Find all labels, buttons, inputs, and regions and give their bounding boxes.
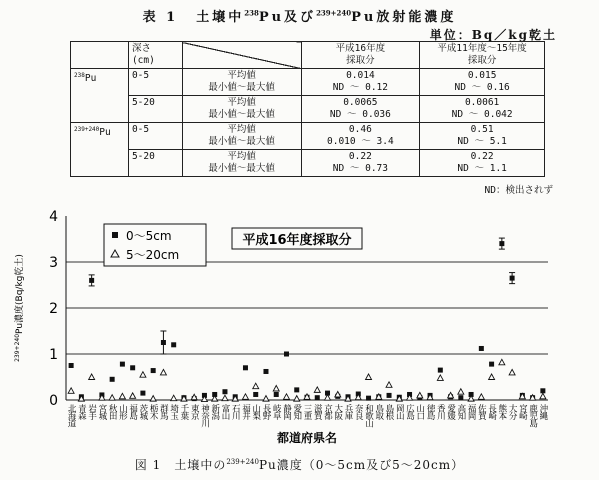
depth-cell: 5-20 [128, 150, 182, 177]
data-point-5-20cm [314, 387, 320, 393]
table-title-superscript: 238 [244, 8, 259, 18]
data-point-5-20cm [119, 393, 125, 399]
nuclide-cell [71, 69, 129, 123]
data-point-0-5cm [489, 362, 494, 367]
x-category-label: 福岡 [466, 404, 477, 419]
h11-value-cell [420, 69, 545, 96]
depth-cell: 0-5 [128, 69, 182, 96]
data-point-5-20cm [458, 389, 464, 395]
data-point-5-20cm [150, 396, 156, 402]
range-label: 最小値～最大値 [208, 163, 275, 174]
x-category-label: 三重 [302, 404, 312, 419]
x-category-label: 長野 [260, 404, 271, 419]
x-category-label: 佐賀 [476, 404, 487, 419]
data-point-0-5cm [69, 363, 74, 368]
data-point-5-20cm [386, 382, 392, 388]
header-blank-cell [71, 42, 129, 69]
x-category-label: 高知 [455, 404, 466, 419]
data-point-5-20cm [366, 374, 372, 380]
data-point-0-5cm [130, 365, 135, 370]
data-point-5-20cm [109, 395, 115, 401]
x-category-label: 神奈川 [199, 404, 210, 427]
h16-value-cell [301, 69, 420, 96]
x-category-label: 福島 [127, 404, 138, 419]
avg-label: 平均値 [227, 124, 256, 135]
table-title-superscript: 239+240 [316, 8, 352, 18]
x-category-label: 鹿児島 [527, 404, 538, 427]
data-point-0-5cm [315, 395, 320, 400]
data-point-5-20cm [283, 394, 289, 400]
table-title-text: 土壌中 [196, 10, 245, 25]
h16-value-cell [301, 150, 420, 177]
x-category-label: 宮崎 [517, 404, 528, 419]
h16-avg: 0.46 [348, 124, 372, 135]
h16-value-cell [301, 123, 420, 150]
chart-title: 平成16年度採取分 [242, 233, 352, 248]
data-point-0-5cm [140, 391, 145, 396]
x-category-label: 山口 [414, 404, 425, 419]
data-point-0-5cm [243, 365, 248, 370]
x-category-label: 埼玉 [168, 404, 179, 419]
y-axis-label [13, 254, 25, 362]
data-point-0-5cm [387, 393, 392, 398]
nuclide-name: Pu [99, 127, 111, 139]
measure-cell [182, 96, 301, 123]
x-category-label: 北海道 [66, 404, 77, 427]
data-point-0-5cm [499, 241, 504, 246]
x-category-label: 奈良 [353, 404, 364, 419]
table-number: 表 1 [142, 10, 179, 25]
y-tick-label: 4 [49, 209, 58, 225]
figure-number: 図 1 [134, 458, 162, 472]
table-row [71, 150, 545, 177]
h11-avg: 0.015 [467, 70, 497, 81]
data-point-0-5cm [253, 392, 258, 397]
data-point-5-20cm [89, 374, 95, 380]
data-point-0-5cm [366, 396, 371, 401]
h11-avg: 0.22 [470, 151, 494, 162]
x-category-label: 和歌山 [363, 404, 374, 427]
data-point-5-20cm [478, 394, 484, 400]
h16-header-line1: 平成16年度 [335, 43, 386, 54]
figure-caption-text: 土壌中の [174, 458, 227, 472]
x-category-label: 大分 [507, 404, 518, 419]
data-point-5-20cm [263, 396, 269, 402]
figure-caption-text: Pu濃度（0～5cm及び5～20cm） [258, 458, 465, 472]
data-point-0-5cm [294, 387, 299, 392]
y-tick-label: 3 [49, 255, 58, 271]
x-category-label: 宮城 [96, 404, 107, 419]
data-point-5-20cm [417, 392, 423, 398]
legend-label: 0～5cm [126, 229, 172, 243]
table-unit: 単位：Bq／kg乾土 [429, 28, 557, 42]
figure-caption [0, 456, 599, 473]
data-point-5-20cm [222, 395, 228, 401]
depth-unit: (cm) [131, 55, 155, 66]
data-point-0-5cm [458, 395, 463, 400]
table-note: ND：検出されず [484, 185, 553, 196]
data-point-5-20cm [437, 375, 443, 381]
x-category-label: 静岡 [281, 404, 292, 419]
data-point-5-20cm [273, 386, 279, 392]
data-point-5-20cm [540, 393, 546, 399]
data-point-0-5cm [263, 369, 268, 374]
x-category-label: 島根 [384, 404, 395, 419]
data-point-0-5cm [171, 342, 176, 347]
header-depth [128, 42, 182, 69]
x-category-label: 群馬 [158, 404, 169, 419]
header-h16 [301, 42, 420, 69]
x-category-label: 栃木 [148, 404, 159, 419]
x-category-label: 山形 [117, 404, 128, 419]
avg-label: 平均値 [227, 97, 256, 108]
data-point-5-20cm [130, 393, 136, 399]
data-point-5-20cm [171, 395, 177, 401]
pu-concentration-chart [0, 200, 599, 456]
nuclide-name: Pu [84, 73, 97, 85]
header-h11 [420, 42, 545, 69]
nuclide-superscript: 238 [74, 72, 85, 79]
data-point-5-20cm [242, 394, 248, 400]
data-point-5-20cm [489, 374, 495, 380]
data-point-0-5cm [120, 362, 125, 367]
x-category-label: 富山 [219, 404, 230, 419]
x-category-label: 徳島 [425, 404, 436, 419]
h11-range: ND ～ 1.1 [457, 163, 507, 174]
measure-cell [182, 69, 301, 96]
nuclide-superscript: 239+240 [74, 126, 100, 133]
y-tick-label: 2 [49, 301, 58, 317]
x-category-label: 新潟 [209, 404, 220, 419]
x-category-label: 鳥取 [373, 404, 384, 419]
h16-range: ND ～ 0.12 [332, 82, 388, 93]
h11-value-cell [420, 96, 545, 123]
x-category-label: 岩手 [86, 404, 97, 419]
h11-value-cell [420, 123, 545, 150]
data-point-0-5cm [479, 346, 484, 351]
figure-caption-superscript: 239+240 [226, 458, 259, 466]
h16-header-line2: 採取分 [346, 55, 375, 66]
measure-cell [182, 123, 301, 150]
avg-label: 平均値 [227, 70, 256, 81]
h16-avg: 0.0065 [343, 97, 378, 108]
x-category-label: 愛知 [291, 404, 302, 419]
table-title-text: Pu放射能濃度 [351, 10, 457, 25]
x-category-label: 兵庫 [343, 404, 354, 419]
x-category-label: 青森 [76, 404, 87, 419]
x-category-label: 東京 [189, 404, 200, 419]
nuclide-cell [71, 123, 129, 177]
h16-avg: 0.22 [348, 151, 372, 162]
data-point-0-5cm [110, 377, 115, 382]
avg-label: 平均値 [227, 151, 256, 162]
h16-range: 0.010 ～ 3.4 [327, 136, 394, 147]
x-category-label: 長崎 [486, 404, 497, 419]
x-category-label: 岡山 [394, 404, 405, 419]
concentration-table [70, 41, 545, 177]
x-category-label: 京都 [322, 404, 333, 419]
x-category-label: 福井 [240, 404, 251, 419]
range-label: 最小値～最大値 [208, 109, 275, 120]
depth-label: 深さ [131, 43, 151, 54]
depth-cell: 0-5 [128, 123, 182, 150]
table-row [71, 69, 545, 96]
table-header-row [71, 42, 545, 69]
data-point-5-20cm [160, 369, 166, 375]
table-row [71, 96, 545, 123]
h11-range: ND ～ 5.1 [457, 136, 507, 147]
y-axis-label-superscript: 239+240 [14, 333, 21, 362]
h16-avg: 0.014 [346, 70, 375, 81]
depth-cell: 5-20 [128, 96, 182, 123]
range-label: 最小値～最大値 [208, 136, 275, 147]
h16-range: ND ～ 0.036 [329, 109, 391, 120]
x-category-label: 広島 [404, 404, 415, 419]
h11-header-line1: 平成11年度～15年度 [437, 43, 527, 54]
data-point-0-5cm [284, 352, 289, 357]
x-category-label: 山梨 [250, 404, 261, 419]
x-category-label: 香川 [435, 404, 446, 419]
y-tick-label: 1 [49, 347, 58, 363]
data-point-5-20cm [499, 359, 505, 365]
data-point-5-20cm [253, 383, 259, 389]
legend-marker-0-5cm [112, 232, 118, 238]
x-category-label: 千葉 [178, 404, 189, 419]
h11-avg: 0.51 [470, 124, 494, 135]
table-row [71, 123, 545, 150]
data-point-0-5cm [151, 368, 156, 373]
data-point-0-5cm [510, 276, 515, 281]
x-category-label: 滋賀 [312, 404, 323, 419]
data-point-0-5cm [222, 389, 227, 394]
x-category-label: 沖縄 [537, 404, 548, 419]
table-title-text: Pu及び [258, 10, 317, 25]
data-point-5-20cm [68, 388, 74, 394]
x-category-label: 秋田 [107, 404, 118, 419]
x-category-label: 愛媛 [445, 404, 456, 419]
h11-range: ND ～ 0.16 [454, 82, 510, 93]
table-title [0, 6, 599, 25]
x-category-label: 石川 [230, 404, 241, 419]
y-axis-label-text: Pu濃度(Bq/kg乾土) [15, 254, 25, 334]
x-category-label: 岐阜 [271, 404, 282, 419]
legend-label: 5～20cm [126, 248, 180, 262]
h16-value-cell [301, 96, 420, 123]
data-point-5-20cm [509, 369, 515, 375]
data-point-0-5cm [161, 340, 166, 345]
data-point-0-5cm [274, 392, 279, 397]
h11-header-line2: 採取分 [467, 55, 497, 66]
header-diagonal-cell [182, 42, 301, 69]
h11-range: ND ～ 0.042 [451, 109, 513, 120]
x-axis-label: 都道府県名 [276, 431, 338, 445]
y-tick-label: 0 [49, 393, 58, 409]
h11-avg: 0.0061 [464, 97, 500, 108]
h16-range: ND ～ 0.73 [332, 163, 388, 174]
data-point-0-5cm [438, 368, 443, 373]
data-point-0-5cm [89, 278, 94, 283]
x-category-label: 大阪 [332, 404, 343, 419]
h11-value-cell [420, 150, 545, 177]
range-label: 最小値～最大値 [208, 82, 275, 93]
data-point-5-20cm [140, 372, 146, 378]
data-point-5-20cm [294, 396, 300, 402]
x-category-label: 茨城 [137, 404, 148, 419]
x-category-label: 熊本 [496, 404, 507, 419]
measure-cell [182, 150, 301, 177]
